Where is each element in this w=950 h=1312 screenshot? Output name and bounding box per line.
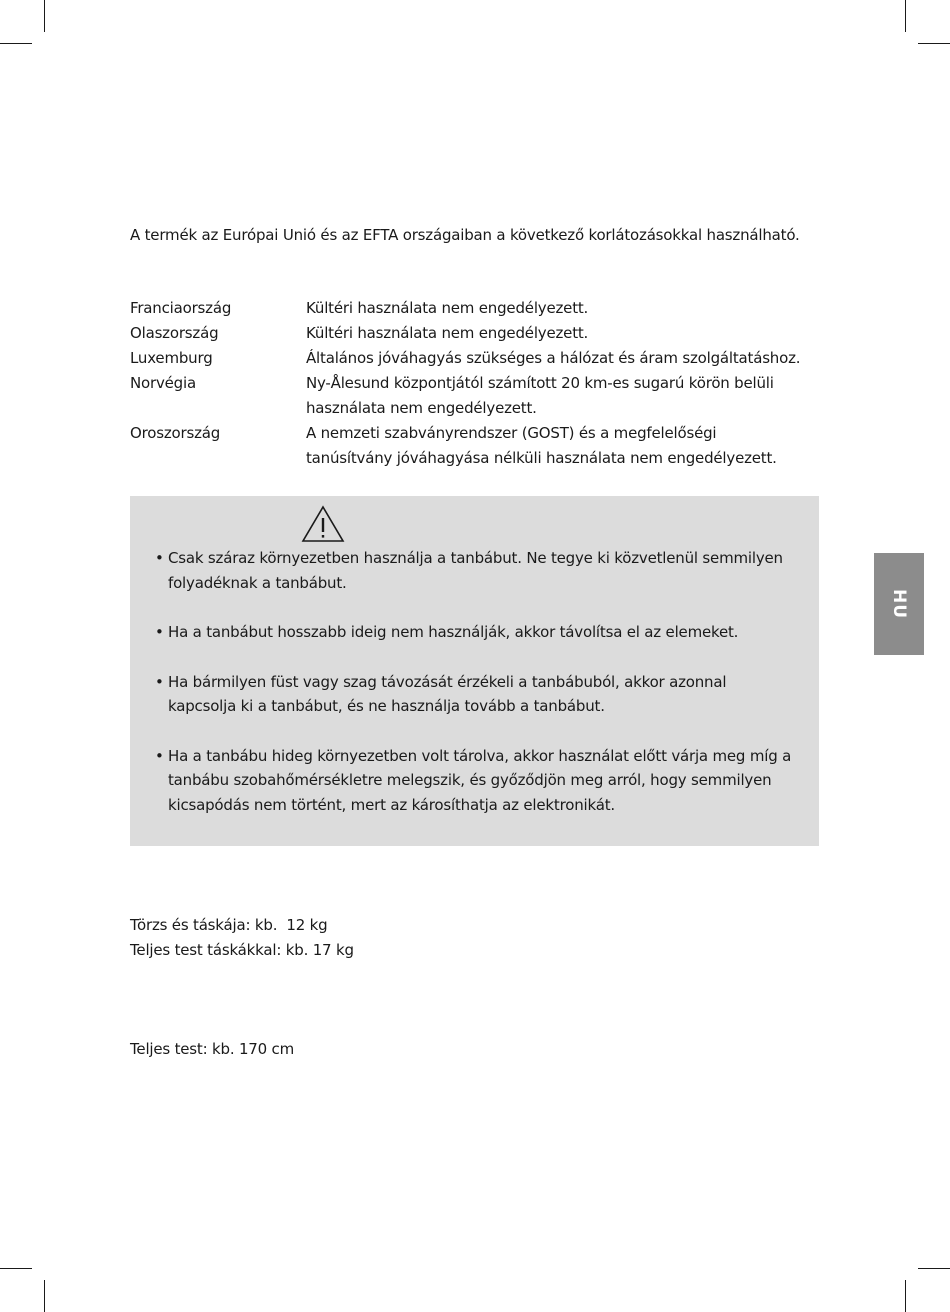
- restriction-text: Kültéri használata nem engedélyezett.: [306, 299, 589, 317]
- crop-mark-top-left-horizontal: [0, 43, 32, 44]
- bullet-icon: •: [155, 746, 164, 765]
- restriction-text: Ny-Ålesund központjától számított 20 km-es sugarú körön belüli használata nem engedélyezett.: [306, 374, 774, 417]
- warning-item-text: Ha a tanbábut hosszabb ideig nem használják, akkor távolítsa el az elemeket.: [168, 623, 739, 641]
- restriction-text: A nemzeti szabványrendszer (GOST) és a megfelelőségi tanúsítvány jóváhagyása nélküli használata nem engedélyezett.: [306, 424, 777, 467]
- intro-text: A termék az Európai Unió és az EFTA országaiban a következő korlátozásokkal használható.: [130, 226, 800, 244]
- restrictions-table: [130, 296, 830, 471]
- restriction-row: [130, 421, 830, 471]
- crop-mark-bottom-right-vertical: [905, 1280, 906, 1312]
- crop-mark-top-right-vertical: [905, 0, 906, 32]
- warning-list-item: [155, 620, 795, 645]
- bullet-icon: •: [155, 623, 164, 641]
- restriction-country: Norvégia: [130, 374, 196, 392]
- crop-mark-bottom-left-vertical: [44, 1280, 45, 1312]
- warning-item-text: Csak száraz környezetben használja a tanbábut. Ne tegye ki közvetlenül semmilyen folyadéknak a tanbábut.: [168, 549, 783, 592]
- restriction-text: Általános jóváhagyás szükséges a hálózat és áram szolgáltatáshoz.: [306, 349, 801, 367]
- warning-list-item: [155, 744, 795, 818]
- warning-item-text: Ha bármilyen füst vagy szag távozását érzékeli a tanbábuból, akkor azonnal kapcsolja ki a tanbábut, és ne használja tovább a tanbábut.: [168, 672, 727, 715]
- restriction-row: [130, 296, 830, 321]
- language-tab-label: HU: [888, 588, 909, 620]
- language-tab: [874, 553, 924, 655]
- torso-weight: Törzs és táskája: kb. 12 kg: [130, 916, 328, 934]
- height-info: Teljes test: kb. 170 cm: [130, 1040, 295, 1058]
- full-body-weight: Teljes test táskákkal: kb. 17 kg: [130, 941, 354, 959]
- restriction-row: [130, 321, 830, 346]
- crop-mark-bottom-right-horizontal: [918, 1268, 950, 1269]
- warning-box: [130, 496, 819, 846]
- restriction-country: Luxemburg: [130, 349, 213, 367]
- warning-list-item: [155, 670, 795, 719]
- restriction-text: Kültéri használata nem engedélyezett.: [306, 324, 589, 342]
- restriction-country: Olaszország: [130, 324, 219, 342]
- warning-triangle-icon: [301, 505, 345, 543]
- crop-mark-top-right-horizontal: [918, 43, 950, 44]
- crop-mark-top-left-vertical: [44, 0, 45, 32]
- restriction-country: Oroszország: [130, 424, 221, 442]
- warning-list-item: [155, 546, 795, 595]
- weight-info: [130, 913, 354, 963]
- restriction-row: [130, 371, 830, 421]
- bullet-icon: •: [155, 549, 164, 567]
- warning-item-text: Ha a tanbábu hideg környezetben volt tárolva, akkor használat előtt várja meg míg a tanbábu szobahőmérsékletre melegszik, és győződjön meg arról, hogy semmilyen kicsapódás nem történt, mert az károsíthatja az elektronikát.: [168, 746, 792, 814]
- warning-list: [155, 546, 795, 842]
- restriction-row: [130, 346, 830, 371]
- crop-mark-bottom-left-horizontal: [0, 1268, 32, 1269]
- restriction-country: Franciaország: [130, 299, 232, 317]
- bullet-icon: •: [155, 672, 164, 691]
